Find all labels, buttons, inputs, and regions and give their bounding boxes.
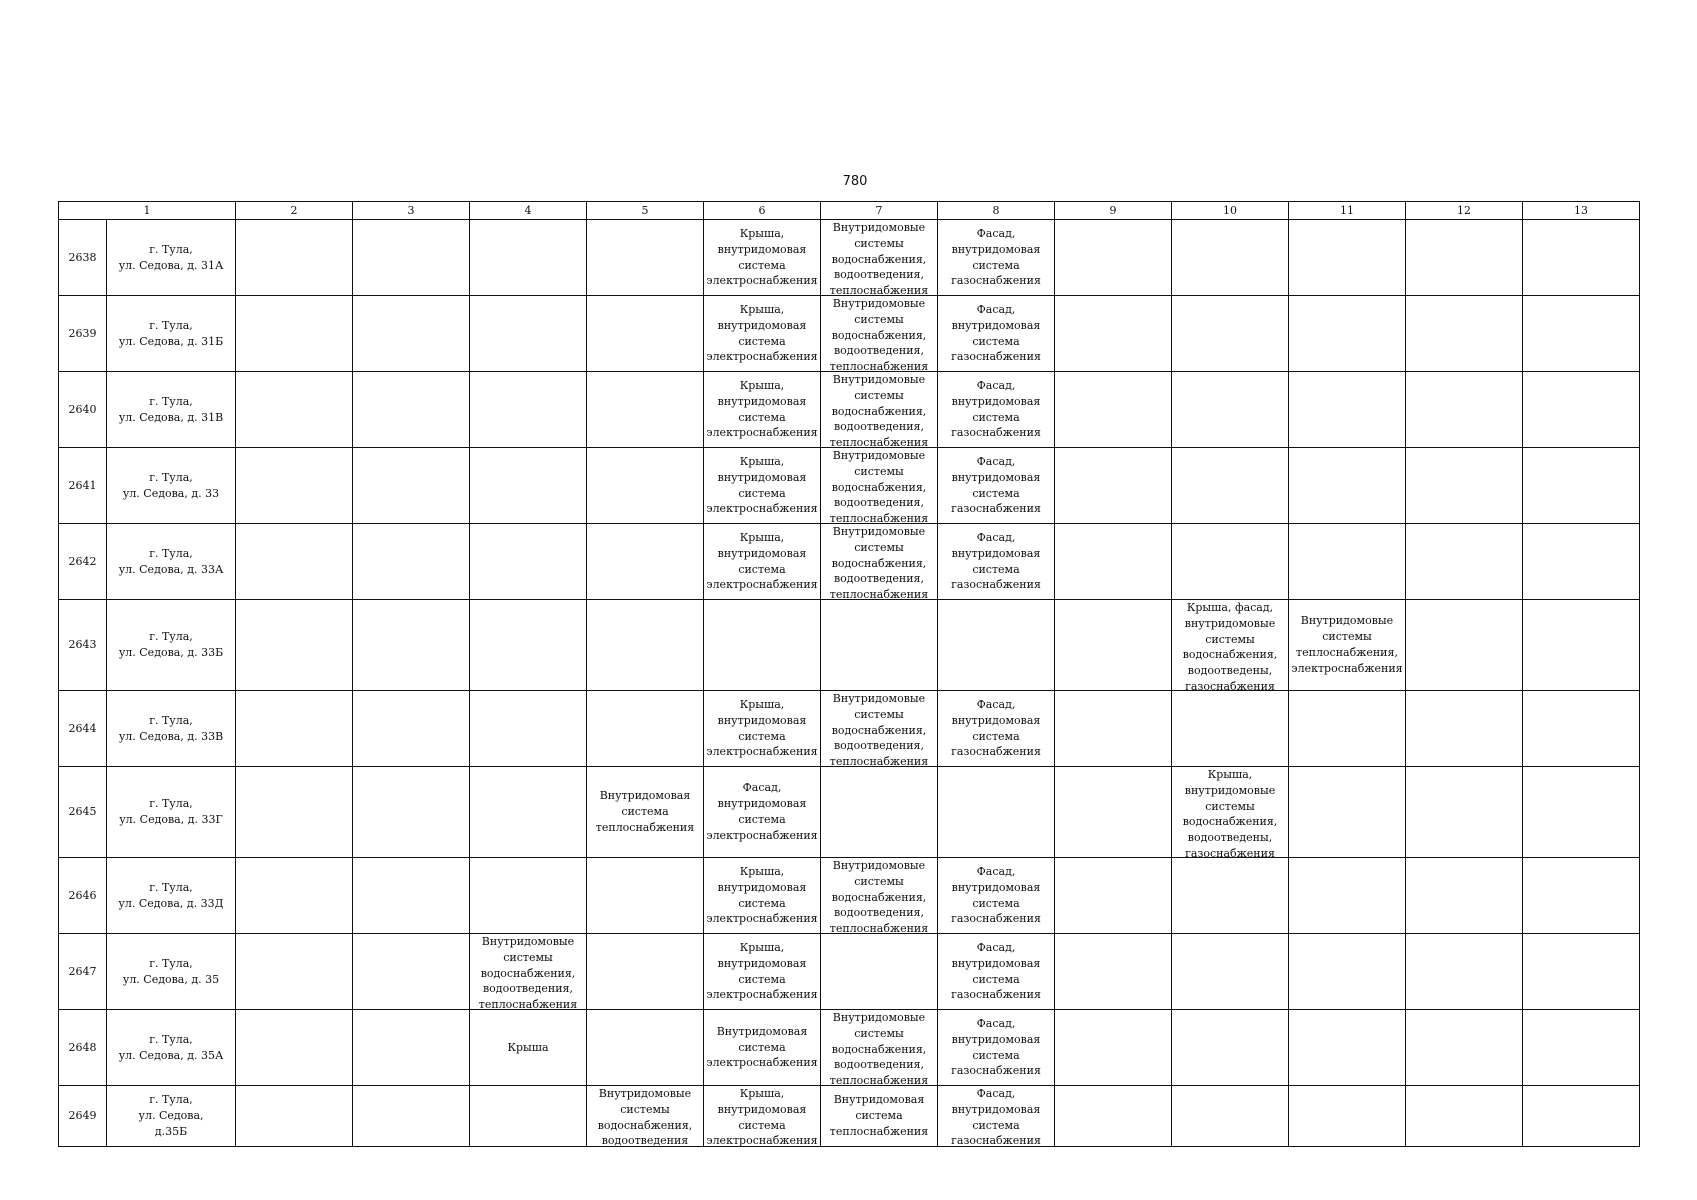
work-type-cell-13 [1523,372,1640,448]
table-row [59,1086,1640,1147]
cell-text: г. Тула, ул. Седова, д.35Б [138,1093,204,1138]
work-type-cell-10 [1172,372,1289,448]
row-number-cell [59,767,107,858]
address-cell [107,296,236,372]
cell-text: Внутридомовые системы водоснабжения, водоотведения, теплоснабжения [829,449,929,523]
work-type-cell-2 [236,767,353,858]
work-type-cell-10 [1172,858,1289,934]
cell-text: Фасад, внутридомовая система газоснабжения [951,1016,1041,1078]
column-header: 2 [236,202,353,220]
work-type-cell-3 [353,767,470,858]
row-number-cell [59,934,107,1010]
work-type-cell-11 [1289,600,1406,691]
work-type-cell-13 [1523,767,1640,858]
work-type-cell-9 [1055,524,1172,600]
work-type-cell-4 [470,448,587,524]
work-type-cell-13 [1523,448,1640,524]
work-type-cell-7 [821,296,938,372]
work-type-cell-7 [821,1086,938,1147]
work-type-cell-7 [821,600,938,691]
work-type-cell-11 [1289,1010,1406,1086]
work-type-cell-9 [1055,600,1172,691]
cell-text: Фасад, внутридомовая система газоснабжения [951,226,1041,288]
work-type-cell-12 [1406,448,1523,524]
work-type-cell-6 [704,448,821,524]
work-type-cell-3 [353,934,470,1010]
work-type-cell-8 [938,1086,1055,1147]
work-type-cell-10 [1172,220,1289,296]
cell-text: Фасад, внутридомовая система газоснабжения [951,378,1041,440]
cell-text: Крыша, внутридомовая система электроснабжения [706,454,818,516]
work-type-cell-5 [587,524,704,600]
cell-text: Крыша, внутридомовая система электроснабжения [706,302,818,364]
work-type-cell-12 [1406,524,1523,600]
cell-text: Внутридомовая система электроснабжения [706,1024,818,1070]
work-type-cell-6 [704,372,821,448]
work-type-cell-10 [1172,296,1289,372]
work-type-cell-10 [1172,691,1289,767]
work-type-cell-5 [587,858,704,934]
work-type-cell-6 [704,220,821,296]
table-row [59,600,1640,691]
column-header: 13 [1523,202,1640,220]
cell-text: Внутридомовая система теплоснабжения [829,1093,929,1138]
row-number-cell [59,448,107,524]
address-cell [107,934,236,1010]
work-type-cell-8 [938,691,1055,767]
column-header: 12 [1406,202,1523,220]
work-type-cell-2 [236,524,353,600]
row-number-cell [59,524,107,600]
cell-text: Крыша, внутридомовая система электроснабжения [706,864,818,926]
work-type-cell-11 [1289,524,1406,600]
column-header: 3 [353,202,470,220]
work-type-cell-8 [938,1010,1055,1086]
address-cell [107,1010,236,1086]
work-type-cell-12 [1406,1086,1523,1147]
address-cell [107,220,236,296]
work-type-cell-8 [938,600,1055,691]
work-type-cell-3 [353,691,470,767]
work-type-cell-5 [587,372,704,448]
cell-text: Крыша, фасад, внутридомовые системы водоснабжения, водоотведены, газоснабжения [1182,601,1278,690]
cell-text: 2648 [68,1040,97,1054]
cell-text: Крыша, внутридомовая система электроснабжения [706,697,818,759]
work-type-cell-6 [704,600,821,691]
cell-text: 2639 [68,326,97,340]
work-type-cell-11 [1289,372,1406,448]
work-type-cell-13 [1523,524,1640,600]
column-header: 1 [59,202,236,220]
work-type-cell-2 [236,1086,353,1147]
cell-text: г. Тула, ул. Седова, д. 35 [122,956,220,986]
work-type-cell-5 [587,1086,704,1147]
work-type-cell-3 [353,372,470,448]
cell-text: Фасад, внутридомовая система электроснабжения [706,781,818,842]
table-row [59,448,1640,524]
cell-text: Крыша, внутридомовая система электроснабжения [706,226,818,288]
work-type-cell-6 [704,691,821,767]
column-header: 6 [704,202,821,220]
cell-text: Внутридомовые системы водоснабжения, водоотведения, теплоснабжения [829,221,929,295]
work-type-cell-10 [1172,767,1289,858]
address-cell [107,1086,236,1147]
work-type-cell-12 [1406,600,1523,691]
work-type-cell-13 [1523,1010,1640,1086]
cell-text: г. Тула, ул. Седова, д. 31А [118,242,224,272]
work-type-cell-10 [1172,1010,1289,1086]
work-type-cell-2 [236,934,353,1010]
cell-text: Внутридомовые системы водоснабжения, водоотведения, теплоснабжения [829,373,929,447]
work-type-cell-4 [470,296,587,372]
page-number: 780 [842,174,868,189]
work-type-cell-12 [1406,691,1523,767]
address-cell [107,600,236,691]
work-type-cell-4 [470,600,587,691]
table-row [59,1010,1640,1086]
work-type-cell-2 [236,691,353,767]
work-type-cell-7 [821,1010,938,1086]
table-row [59,372,1640,448]
cell-text: г. Тула, ул. Седова, д. 33Б [118,630,224,659]
work-type-cell-11 [1289,934,1406,1010]
table-row [59,220,1640,296]
work-type-cell-2 [236,858,353,934]
work-type-cell-7 [821,767,938,858]
work-type-cell-3 [353,448,470,524]
cell-text: 2644 [68,721,97,735]
work-type-cell-13 [1523,220,1640,296]
work-type-cell-4 [470,220,587,296]
work-type-cell-9 [1055,934,1172,1010]
cell-text: Внутридомовая система теплоснабжения [595,789,695,834]
cell-text: 2640 [68,402,97,416]
cell-text: Крыша [507,1040,549,1054]
row-number-cell [59,600,107,691]
cell-text: Внутридомовые системы водоснабжения, водоотведения, теплоснабжения [478,935,578,1009]
work-type-cell-13 [1523,691,1640,767]
work-type-cell-8 [938,448,1055,524]
work-type-cell-3 [353,524,470,600]
work-type-cell-4 [470,524,587,600]
repair-schedule-table [58,201,1640,1147]
work-type-cell-3 [353,1086,470,1147]
column-header: 10 [1172,202,1289,220]
work-type-cell-12 [1406,858,1523,934]
work-type-cell-3 [353,296,470,372]
column-header: 4 [470,202,587,220]
table-row [59,767,1640,858]
work-type-cell-9 [1055,220,1172,296]
work-type-cell-9 [1055,372,1172,448]
column-header: 9 [1055,202,1172,220]
work-type-cell-13 [1523,858,1640,934]
work-type-cell-11 [1289,296,1406,372]
work-type-cell-9 [1055,1086,1172,1147]
work-type-cell-4 [470,934,587,1010]
cell-text: Фасад, внутридомовая система газоснабжения [951,940,1041,1002]
work-type-cell-5 [587,448,704,524]
cell-text: Крыша, внутридомовые системы водоснабжения, водоотведены, газоснабжения [1182,768,1278,857]
work-type-cell-12 [1406,934,1523,1010]
work-type-cell-8 [938,524,1055,600]
row-number-cell [59,372,107,448]
cell-text: Фасад, внутридомовая система газоснабжения [951,454,1041,516]
address-cell [107,767,236,858]
work-type-cell-2 [236,1010,353,1086]
work-type-cell-6 [704,1010,821,1086]
work-type-cell-7 [821,691,938,767]
work-type-cell-8 [938,767,1055,858]
address-cell [107,524,236,600]
work-type-cell-10 [1172,1086,1289,1147]
work-type-cell-11 [1289,858,1406,934]
row-number-cell [59,691,107,767]
table-row [59,934,1640,1010]
row-number-cell [59,858,107,934]
cell-text: 2647 [68,964,97,978]
work-type-cell-5 [587,1010,704,1086]
cell-text: Внутридомовые системы водоснабжения, водоотведения, теплоснабжения [829,692,929,766]
work-type-cell-5 [587,767,704,858]
work-type-cell-3 [353,1010,470,1086]
work-type-cell-5 [587,691,704,767]
work-type-cell-6 [704,1086,821,1147]
address-cell [107,858,236,934]
cell-text: Крыша, внутридомовая система электроснабжения [706,378,818,440]
row-number-cell [59,296,107,372]
table-row [59,296,1640,372]
table-row [59,524,1640,600]
work-type-cell-2 [236,372,353,448]
work-type-cell-8 [938,296,1055,372]
cell-text: Фасад, внутридомовая система газоснабжения [951,697,1041,759]
cell-text: 2638 [68,250,97,264]
work-type-cell-8 [938,934,1055,1010]
cell-text: г. Тула, ул. Седова, д. 31В [118,394,224,424]
work-type-cell-7 [821,220,938,296]
column-header: 5 [587,202,704,220]
work-type-cell-11 [1289,448,1406,524]
work-type-cell-10 [1172,448,1289,524]
work-type-cell-11 [1289,220,1406,296]
work-type-cell-4 [470,858,587,934]
work-type-cell-5 [587,934,704,1010]
work-type-cell-10 [1172,524,1289,600]
work-type-cell-7 [821,524,938,600]
work-type-cell-7 [821,934,938,1010]
work-type-cell-2 [236,448,353,524]
row-number-cell [59,1010,107,1086]
work-type-cell-4 [470,767,587,858]
cell-text: 2642 [68,554,97,568]
work-type-cell-9 [1055,448,1172,524]
work-type-cell-9 [1055,858,1172,934]
cell-text: 2645 [68,805,97,819]
cell-text: Крыша, внутридомовая система электроснабжения [706,530,818,592]
work-type-cell-9 [1055,1010,1172,1086]
cell-text: Крыша, внутридомовая система электроснабжения [706,940,818,1002]
cell-text: 2649 [68,1109,97,1123]
cell-text: 2646 [68,888,97,902]
cell-text: Фасад, внутридомовая система газоснабжения [951,864,1041,926]
work-type-cell-5 [587,220,704,296]
cell-text: 2641 [68,478,97,492]
work-type-cell-11 [1289,767,1406,858]
column-number-row [59,202,1640,220]
work-type-cell-3 [353,600,470,691]
work-type-cell-8 [938,220,1055,296]
work-type-cell-7 [821,858,938,934]
table-row [59,691,1640,767]
cell-text: Внутридомовые системы водоснабжения, водоотведения, теплоснабжения [829,1011,929,1085]
column-header: 7 [821,202,938,220]
cell-text: Внутридомовые системы водоснабжения, водоотведения, теплоснабжения [829,859,929,933]
row-number-cell [59,1086,107,1147]
work-type-cell-4 [470,372,587,448]
work-type-cell-6 [704,524,821,600]
work-type-cell-13 [1523,296,1640,372]
cell-text: 2643 [68,638,97,652]
work-type-cell-10 [1172,934,1289,1010]
cell-text: г. Тула, ул. Седова, д. 35А [118,1032,224,1062]
work-type-cell-4 [470,1010,587,1086]
work-type-cell-6 [704,858,821,934]
cell-text: Фасад, внутридомовая система газоснабжения [951,530,1041,592]
row-number-cell [59,220,107,296]
work-type-cell-3 [353,858,470,934]
cell-text: г. Тула, ул. Седова, д. 33А [118,546,224,576]
work-type-cell-8 [938,372,1055,448]
work-type-cell-5 [587,296,704,372]
work-type-cell-9 [1055,691,1172,767]
work-type-cell-11 [1289,691,1406,767]
cell-text: Внутридомовые системы водоснабжения, водоотведения, теплоснабжения [829,525,929,599]
cell-text: Внутридомовые системы водоснабжения, водоотведения [597,1087,693,1146]
work-type-cell-12 [1406,220,1523,296]
table-body [59,202,1640,1147]
work-type-cell-13 [1523,1086,1640,1147]
work-type-cell-8 [938,858,1055,934]
address-cell [107,372,236,448]
work-type-cell-5 [587,600,704,691]
work-type-cell-13 [1523,934,1640,1010]
work-type-cell-13 [1523,600,1640,691]
work-type-cell-3 [353,220,470,296]
work-type-cell-11 [1289,1086,1406,1147]
cell-text: г. Тула, ул. Седова, д. 33Г [119,797,223,826]
table-row [59,858,1640,934]
work-type-cell-9 [1055,767,1172,858]
work-type-cell-6 [704,934,821,1010]
work-type-cell-7 [821,372,938,448]
column-header: 11 [1289,202,1406,220]
work-type-cell-2 [236,296,353,372]
work-type-cell-2 [236,600,353,691]
work-type-cell-2 [236,220,353,296]
cell-text: Внутридомовые системы теплоснабжения, электроснабжения [1291,614,1403,675]
work-type-cell-10 [1172,600,1289,691]
cell-text: Фасад, внутридомовая система газоснабжения [951,302,1041,364]
cell-text: Внутридомовые системы водоснабжения, водоотведения, теплоснабжения [829,297,929,371]
work-type-cell-12 [1406,296,1523,372]
work-type-cell-4 [470,691,587,767]
work-type-cell-4 [470,1086,587,1147]
work-type-cell-12 [1406,767,1523,858]
work-type-cell-6 [704,767,821,858]
column-header: 8 [938,202,1055,220]
cell-text: г. Тула, ул. Седова, д. 33 [122,470,220,500]
work-type-cell-12 [1406,372,1523,448]
work-type-cell-12 [1406,1010,1523,1086]
cell-text: г. Тула, ул. Седова, д. 33Д [118,880,224,910]
cell-text: Фасад, внутридомовая система газоснабжения [951,1087,1041,1146]
cell-text: Крыша, внутридомовая система электроснабжения [706,1087,818,1146]
work-type-cell-9 [1055,296,1172,372]
cell-text: г. Тула, ул. Седова, д. 31Б [118,318,224,348]
work-type-cell-7 [821,448,938,524]
address-cell [107,691,236,767]
address-cell [107,448,236,524]
cell-text: г. Тула, ул. Седова, д. 33В [118,713,224,743]
work-type-cell-6 [704,296,821,372]
